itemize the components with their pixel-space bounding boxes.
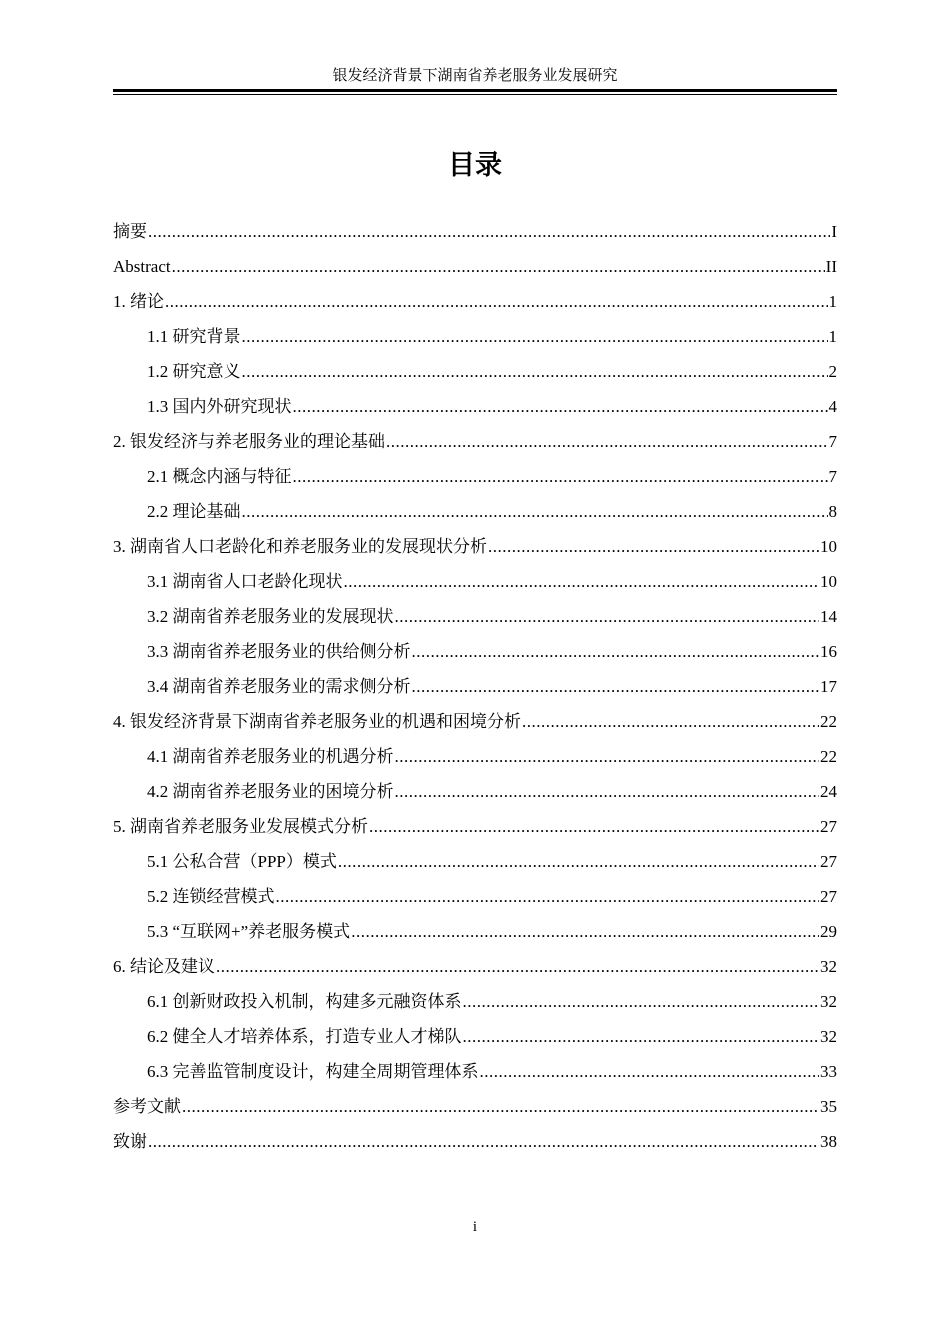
toc-dot-leader — [344, 567, 820, 597]
toc-entry-section-6-3[interactable] — [113, 1057, 837, 1092]
toc-entry-page: 8 — [828, 502, 837, 521]
toc-entry-page: 14 — [820, 607, 837, 626]
header-rule-thin — [113, 94, 837, 95]
toc-title: 目录 — [448, 150, 502, 181]
toc-entry-label: 1.1 研究背景 — [147, 327, 241, 346]
toc-dot-leader — [148, 217, 830, 247]
toc-entry-page: 27 — [820, 817, 837, 836]
toc-entry-page: 27 — [820, 852, 837, 871]
toc-entry-section-6-1[interactable] — [113, 987, 837, 1022]
toc-entry-page: 27 — [820, 887, 837, 906]
toc-entry-section-2-2[interactable] — [113, 497, 837, 532]
toc-entry-page: 1 — [828, 292, 837, 311]
toc-entry-label: 6. 结论及建议 — [113, 957, 215, 976]
toc-dot-leader — [395, 742, 820, 772]
toc-dot-leader — [412, 672, 820, 702]
toc-entry-page: 17 — [820, 677, 837, 696]
toc-dot-leader — [351, 917, 819, 947]
toc-dot-leader — [463, 987, 820, 1017]
toc-entry-section-1-1[interactable] — [113, 322, 837, 357]
toc-dot-leader — [480, 1057, 820, 1087]
toc-entry-page: 24 — [820, 782, 837, 801]
toc-entry-label: 6.1 创新财政投入机制，构建多元融资体系 — [147, 992, 462, 1011]
toc-dot-leader — [395, 777, 820, 807]
toc-entry-section-3-2[interactable] — [113, 602, 837, 637]
toc-entry-page: 32 — [820, 957, 837, 976]
toc-entry-chapter-3[interactable] — [113, 532, 837, 567]
toc-entry-page: 35 — [820, 1097, 837, 1116]
toc-entry-section-5-3[interactable] — [113, 917, 837, 952]
header-rule-thick — [113, 89, 837, 92]
toc-entry-page: 32 — [820, 992, 837, 1011]
toc-entry-label: 2.1 概念内涵与特征 — [147, 467, 292, 486]
toc-entry-abstract-en[interactable] — [113, 252, 837, 287]
toc-dot-leader — [172, 252, 825, 282]
toc-entry-section-3-1[interactable] — [113, 567, 837, 602]
toc-entry-section-1-2[interactable] — [113, 357, 837, 392]
toc-dot-leader — [242, 357, 828, 387]
toc-entry-label: 1.2 研究意义 — [147, 362, 241, 381]
toc-entry-section-5-1[interactable] — [113, 847, 837, 882]
toc-entry-label: 4.2 湖南省养老服务业的困境分析 — [147, 782, 394, 801]
toc-entry-label: 3. 湖南省人口老龄化和养老服务业的发展现状分析 — [113, 537, 487, 556]
toc-entry-label: 5.2 连锁经营模式 — [147, 887, 275, 906]
toc-dot-leader — [216, 952, 819, 982]
toc-entry-page: 22 — [820, 712, 837, 731]
toc-entry-label: 3.2 湖南省养老服务业的发展现状 — [147, 607, 394, 626]
toc-entry-label: 3.3 湖南省养老服务业的供给侧分析 — [147, 642, 411, 661]
toc-dot-leader — [488, 532, 819, 562]
toc-entry-label: 致谢 — [113, 1132, 147, 1151]
toc-entry-page: 10 — [820, 572, 837, 591]
toc-entry-acknowledgements[interactable] — [113, 1127, 837, 1162]
toc-entry-label: 2.2 理论基础 — [147, 502, 241, 521]
toc-entry-chapter-4[interactable] — [113, 707, 837, 742]
toc-entry-chapter-6[interactable] — [113, 952, 837, 987]
toc-entry-label: 参考文献 — [113, 1097, 181, 1116]
toc-entry-page: 7 — [828, 467, 837, 486]
toc-entry-section-1-3[interactable] — [113, 392, 837, 427]
toc-entry-page: 33 — [820, 1062, 837, 1081]
table-of-contents — [113, 217, 837, 1162]
toc-entry-label: 6.3 完善监管制度设计，构建全周期管理体系 — [147, 1062, 479, 1081]
toc-dot-leader — [293, 462, 828, 492]
toc-entry-label: 1.3 国内外研究现状 — [147, 397, 292, 416]
toc-dot-leader — [165, 287, 828, 317]
toc-entry-section-5-2[interactable] — [113, 882, 837, 917]
toc-entry-label: 4.1 湖南省养老服务业的机遇分析 — [147, 747, 394, 766]
toc-entry-label: 摘要 — [113, 222, 147, 241]
toc-entry-section-2-1[interactable] — [113, 462, 837, 497]
toc-entry-page: I — [831, 222, 837, 241]
toc-dot-leader — [395, 602, 820, 632]
toc-entry-references[interactable] — [113, 1092, 837, 1127]
toc-dot-leader — [242, 322, 828, 352]
toc-entry-page: 29 — [820, 922, 837, 941]
toc-entry-page: II — [825, 257, 837, 276]
toc-entry-page: 7 — [828, 432, 837, 451]
toc-entry-label: 5. 湖南省养老服务业发展模式分析 — [113, 817, 368, 836]
toc-entry-page: 38 — [820, 1132, 837, 1151]
toc-dot-leader — [148, 1127, 819, 1157]
toc-dot-leader — [338, 847, 819, 877]
toc-dot-leader — [386, 427, 828, 457]
toc-entry-page: 16 — [820, 642, 837, 661]
toc-entry-abstract-cn[interactable] — [113, 217, 837, 252]
toc-dot-leader — [293, 392, 828, 422]
toc-entry-section-4-2[interactable] — [113, 777, 837, 812]
toc-entry-page: 22 — [820, 747, 837, 766]
toc-entry-label: 6.2 健全人才培养体系，打造专业人才梯队 — [147, 1027, 462, 1046]
toc-entry-section-4-1[interactable] — [113, 742, 837, 777]
toc-dot-leader — [369, 812, 819, 842]
page-number: i — [472, 1219, 478, 1235]
toc-entry-section-3-3[interactable] — [113, 637, 837, 672]
toc-entry-label: 4. 银发经济背景下湖南省养老服务业的机遇和困境分析 — [113, 712, 521, 731]
toc-entry-label: 5.1 公私合营（PPP）模式 — [147, 852, 337, 871]
toc-entry-section-3-4[interactable] — [113, 672, 837, 707]
toc-dot-leader — [463, 1022, 820, 1052]
toc-dot-leader — [522, 707, 819, 737]
toc-entry-label: 1. 绪论 — [113, 292, 164, 311]
toc-entry-page: 10 — [820, 537, 837, 556]
toc-entry-page: 2 — [828, 362, 837, 381]
toc-entry-label: Abstract — [113, 257, 171, 276]
toc-entry-page: 4 — [828, 397, 837, 416]
toc-entry-page: 1 — [828, 327, 837, 346]
toc-entry-page: 32 — [820, 1027, 837, 1046]
toc-dot-leader — [276, 882, 820, 912]
toc-dot-leader — [182, 1092, 819, 1122]
toc-entry-label: 3.1 湖南省人口老龄化现状 — [147, 572, 343, 591]
toc-entry-label: 2. 银发经济与养老服务业的理论基础 — [113, 432, 385, 451]
running-header: 银发经济背景下湖南省养老服务业发展研究 — [332, 68, 618, 84]
toc-entry-chapter-2[interactable] — [113, 427, 837, 462]
toc-entry-label: 5.3 “互联网+”养老服务模式 — [147, 922, 351, 941]
toc-dot-leader — [242, 497, 828, 527]
toc-entry-chapter-1[interactable] — [113, 287, 837, 322]
toc-entry-chapter-5[interactable] — [113, 812, 837, 847]
toc-entry-label: 3.4 湖南省养老服务业的需求侧分析 — [147, 677, 411, 696]
toc-dot-leader — [412, 637, 820, 667]
toc-entry-section-6-2[interactable] — [113, 1022, 837, 1057]
